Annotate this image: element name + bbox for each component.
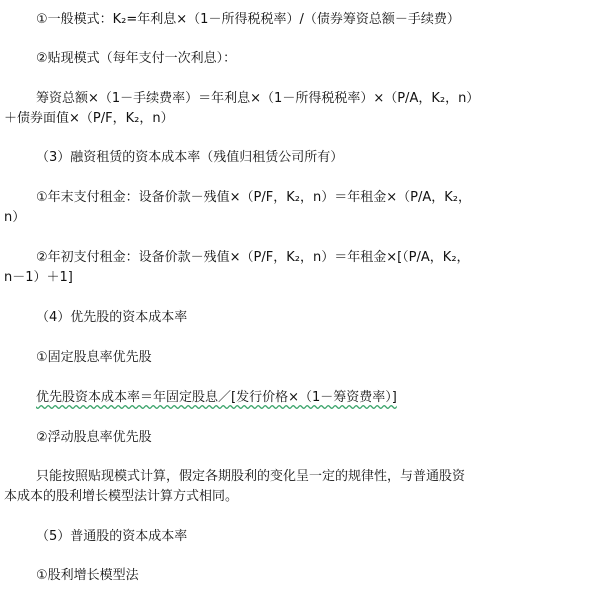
text-line: n） [4,210,26,225]
text-line: （5）普通股的资本成本率 [36,529,188,544]
text-line: ①一般模式：K₂=年利息×（1－所得税税率）/（债券筹资总额－手续费） [36,12,460,27]
text-line: ＋债券面值×（P/F，K₂，n） [4,111,174,126]
text-line: 只能按照贴现模式计算，假定各期股利的变化呈一定的规律性，与普通股资 [36,469,466,484]
text-line: 优先股资本成本率＝年固定股息／[发行价格×（1－筹资费率）] [36,390,397,405]
text-line: 本成本的股利增长模型法计算方式相同。 [4,489,239,504]
text-line: 筹资总额×（1－手续费率）＝年利息×（1－所得税税率）×（P/A，K₂，n） [36,91,480,106]
text-line: （4）优先股的资本成本率 [36,310,188,325]
text-line: ②浮动股息率优先股 [36,430,152,445]
text-line: ①年末支付租金：设备价款－残值×（P/F，K₂，n）＝年租金×（P/A，K₂， [36,190,471,205]
text-line: （3）融资租赁的资本成本率（残值归租赁公司所有） [36,150,344,165]
text-line: ①固定股息率优先股 [36,350,152,365]
text-line: ②贴现模式（每年支付一次利息）： [36,51,237,66]
text-line: ②年初支付租金：设备价款－残值×（P/F，K₂，n）＝年租金×[（P/A，K₂， [36,250,470,265]
text-line: n－1）＋1] [4,270,73,285]
text-line: ①股利增长模型法 [36,568,139,583]
